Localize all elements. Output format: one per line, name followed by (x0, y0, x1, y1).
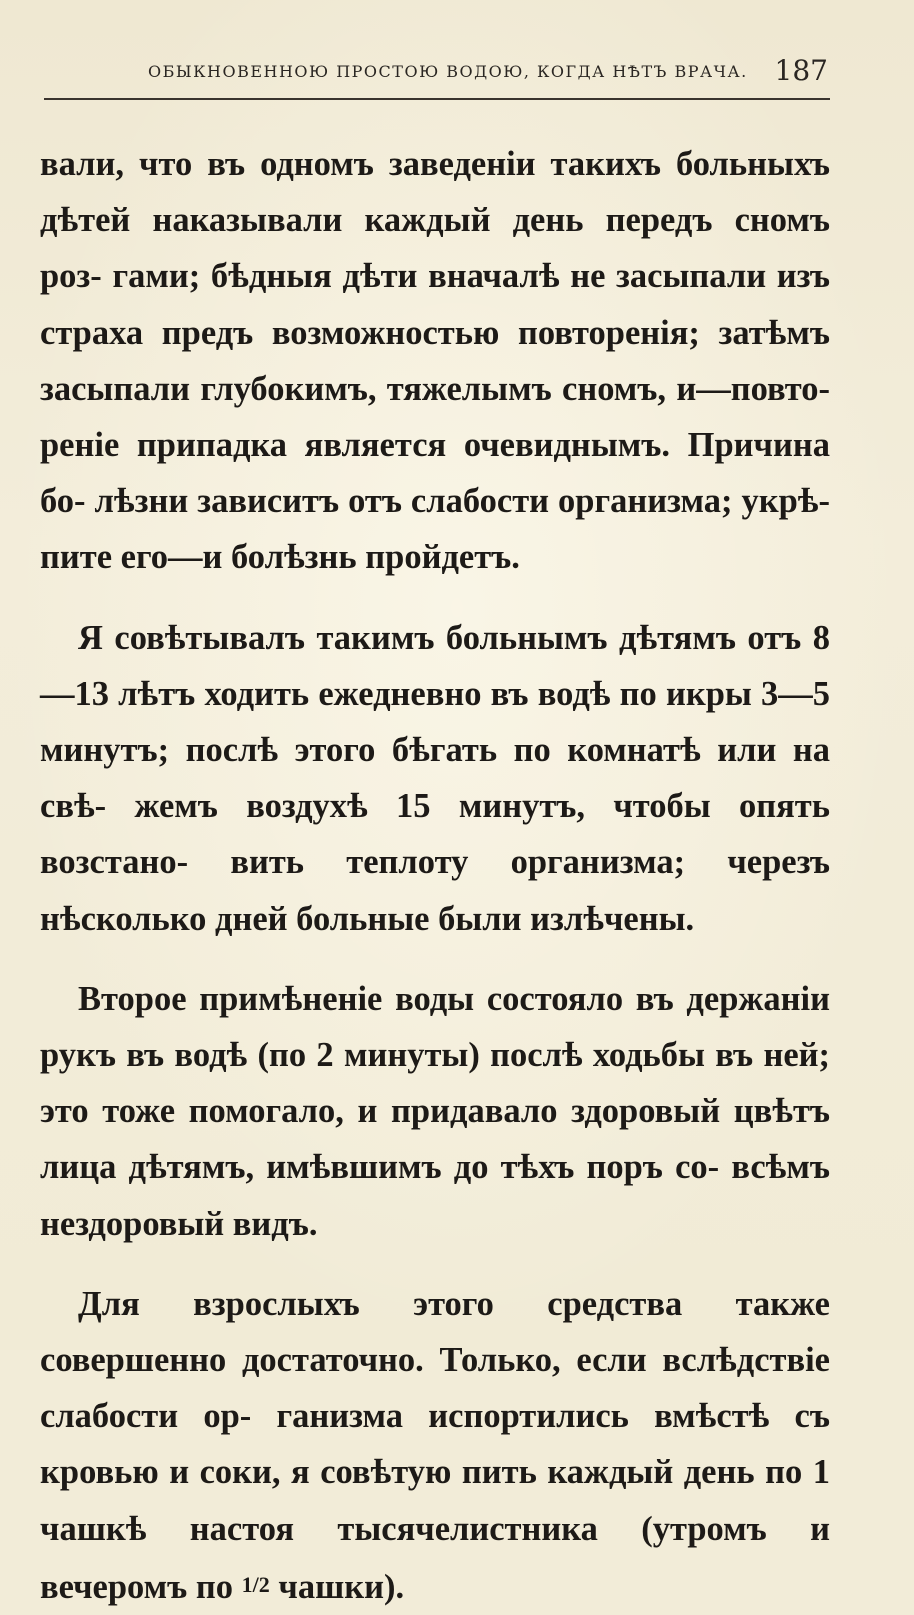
text-line: больные были излѣчены. (296, 899, 695, 938)
text-line: цвѣтъ лица дѣтямъ, имѣвшимъ до тѣхъ поръ со- (40, 1092, 831, 1187)
body-text (40, 136, 830, 1615)
page-number: 187 (774, 54, 828, 87)
text-line: гами; бѣдныя дѣти вначалѣ не засыпали изъ (112, 257, 830, 296)
text-line: лѣтъ ходить ежедневно въ водѣ по икры 3—5 (118, 674, 831, 713)
text-line: страха предъ возможностью повторенiя; затѣмъ (40, 313, 830, 352)
text-line: Для взрослыхъ этого средства также совершенно (40, 1284, 830, 1380)
paragraph-2 (40, 610, 830, 947)
paragraph-1 (40, 136, 830, 586)
text-line: Второе примѣненiе воды состояло въ держанiи (78, 979, 830, 1018)
text-line: ней; это тоже помогало, и придавало здоровый (40, 1036, 831, 1131)
text-line: минутъ; послѣ этого бѣгать по комнатѣ или на свѣ- (40, 731, 830, 826)
fraction-half: 1/2 (241, 1571, 270, 1597)
text-line: всѣмъ нездоровый видъ. (40, 1148, 830, 1243)
text-line: чашки). (269, 1567, 405, 1606)
running-head (148, 54, 828, 88)
running-title: ОБЫКНОВЕННОЮ ПРОСТОЮ ВОДОЮ, КОГДА НѢТЪ ВРАЧА. (148, 62, 748, 81)
text-line: лѣзни зависитъ отъ слабости организма; укрѣ- (94, 482, 831, 521)
text-line: вить теплоту организма; черезъ нѣсколько дней (40, 843, 830, 938)
text-line: пите его—и болѣзнь пройдетъ. (40, 538, 520, 577)
text-line: я совѣтую пить каждый день по 1 чашкѣ настоя (40, 1453, 830, 1548)
text-line: тысячелистника (утромъ и вечеромъ по (40, 1509, 830, 1606)
paragraph-4 (40, 1276, 830, 1615)
text-line: вали, что въ одномъ заведенiи такихъ больныхъ (40, 145, 830, 183)
text-line: достаточно. Только, если вслѣдствiе слабости ор- (40, 1341, 830, 1436)
text-line: дѣтей наказывали каждый день передъ сномъ роз- (40, 201, 830, 296)
header-rule (44, 98, 830, 100)
text-line: ренiе припадка является очевиднымъ. Причина бо- (40, 426, 830, 521)
text-line: засыпали глубокимъ, тяжелымъ сномъ, и—повто- (40, 369, 830, 408)
text-line: рукъ въ водѣ (по 2 минуты) послѣ ходьбы въ (40, 1036, 754, 1075)
text-line: жемъ воздухѣ 15 минутъ, чтобы опять возстано- (40, 787, 830, 882)
text-line: Я совѣтывалъ такимъ больнымъ дѣтямъ отъ 8—13 (40, 618, 830, 713)
paragraph-3 (40, 971, 830, 1252)
text-line: ганизма испортились вмѣстѣ съ кровью и соки, (40, 1397, 830, 1492)
